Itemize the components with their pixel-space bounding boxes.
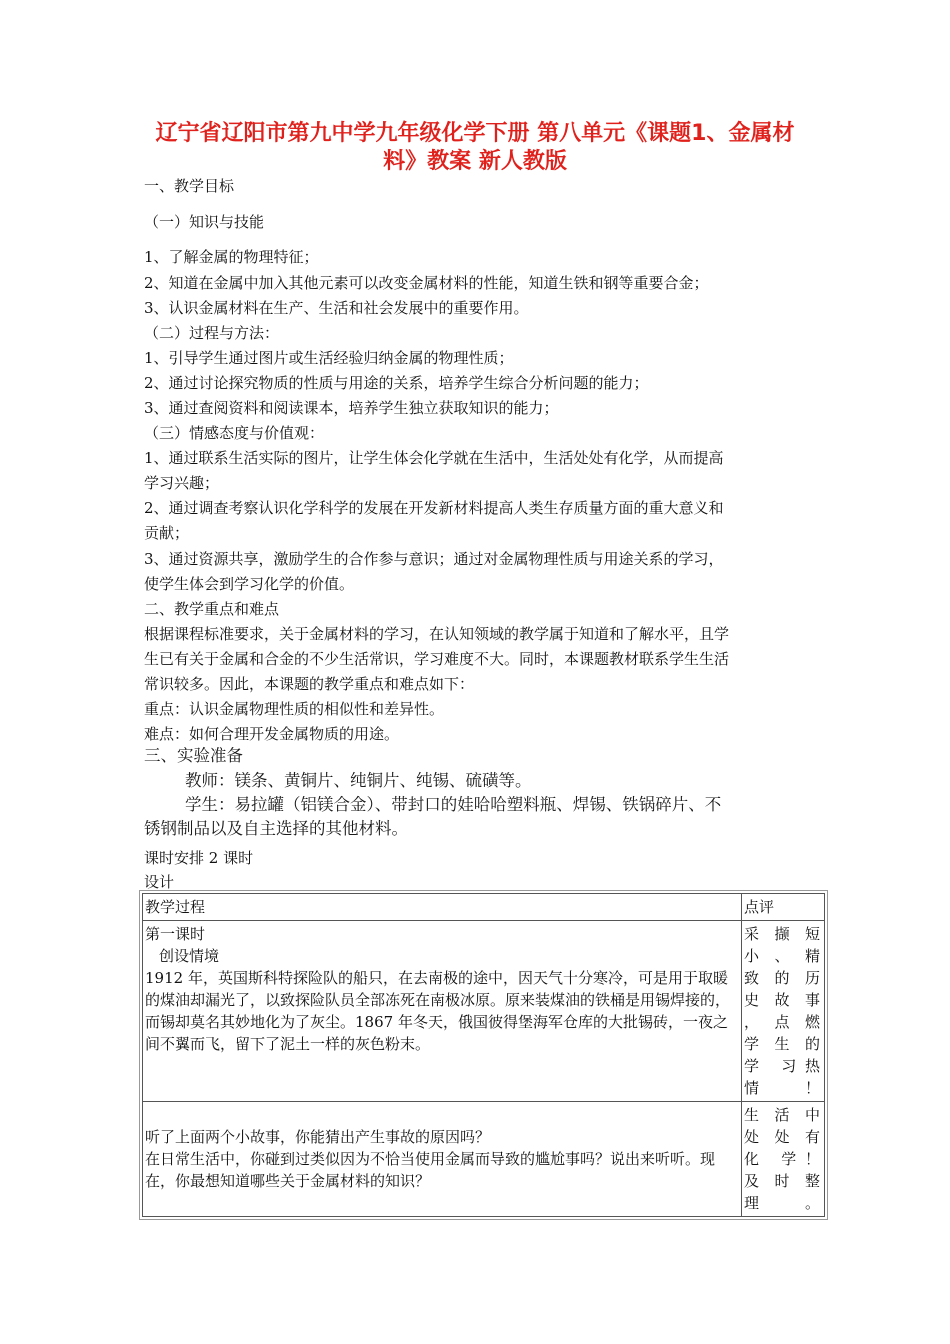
title-line-2: 料》教案 新人教版 (383, 149, 567, 174)
knowledge-item-1: 1、了解金属的物理特征； (144, 248, 319, 266)
teaching-process-table (142, 893, 825, 1217)
emotion-item-2a: 2、通过调查考察认识化学科学的发展在开发新材料提高人类生存质量方面的重大意义和 (144, 499, 724, 517)
header-teaching-process: 教学过程 (143, 894, 742, 921)
section-heading-key-points: 二、教学重点和难点 (144, 600, 280, 618)
scenario-label: 创设情境 (159, 947, 220, 965)
lesson-intro-cell (143, 921, 742, 1102)
lesson-label: 第一课时 (145, 925, 206, 943)
emotion-item-3a: 3、通过资源共享，激励学生的合作参与意识；通过对金属物理性质与用途关系的学习， (144, 550, 724, 568)
process-item-2: 2、通过讨论探究物质的性质与用途的关系，培养学生综合分析问题的能力； (144, 374, 649, 392)
process-item-3: 3、通过查阅资料和阅读课本，培养学生独立获取知识的能力； (144, 399, 559, 417)
question-1: 听了上面两个小故事，你能猜出产生事故的原因吗？ (145, 1128, 491, 1146)
header-comment: 点评 (742, 894, 825, 921)
subheading-knowledge: （一）知识与技能 (144, 213, 265, 231)
student-materials-line-2: 锈钢制品以及自主选择的其他材料。 (144, 819, 408, 838)
knowledge-item-2: 2、知道在金属中加入其他元素可以改变金属材料的性能，知道生铁和钢等重要合金； (144, 274, 709, 292)
key-points-para-line-3: 常识较多。因此，本课题的教学重点和难点如下： (144, 675, 475, 693)
document-title (142, 120, 808, 176)
title-line-1: 辽宁省辽阳市第九中学九年级化学下册 第八单元《课题1、金属材 (155, 121, 795, 146)
emotion-item-1a: 1、通过联系生活实际的图片，让学生体会化学就在生活中，生活处处有化学，从而提高 (144, 449, 724, 467)
table-row (143, 1102, 825, 1217)
key-point: 重点：认识金属物理性质的相似性和差异性。 (144, 700, 445, 718)
comment-cell-2 (742, 1102, 825, 1217)
emotion-item-2b: 贡献； (144, 524, 190, 542)
table-row (143, 921, 825, 1102)
design-label: 设计 (144, 873, 175, 891)
section-heading-experiment: 三、实验准备 (144, 746, 243, 765)
key-points-para-line-1: 根据课程标准要求，关于金属材料的学习，在认知领域的教学属于知道和了解水平，且学 (144, 625, 730, 643)
table-header-row (143, 894, 825, 921)
subheading-process: （二）过程与方法： (144, 324, 280, 342)
key-points-para-line-2: 生已有关于金属和合金的不少生活常识，学习难度不大。同时，本课题教材联系学生生活 (144, 650, 730, 668)
emotion-item-3b: 使学生体会到学习化学的价值。 (144, 575, 355, 593)
difficult-point: 难点：如何合理开发金属物质的用途。 (144, 725, 400, 743)
blank-line (145, 1104, 739, 1126)
class-hours: 课时安排 2 课时 (144, 849, 254, 867)
comment-text-1: 采 撷 短 小 、 精 致 的 历 史 故 事 ， 点 燃 学 生 的 学 习热情！ (744, 925, 822, 1097)
comment-text-2b: 及 时 整 理。 (744, 1172, 822, 1212)
question-cell (143, 1102, 742, 1217)
section-heading-objectives: 一、教学目标 (144, 177, 235, 195)
knowledge-item-3: 3、认识金属材料在生产、生活和社会发展中的重要作用。 (144, 299, 529, 317)
subheading-emotion: （三）情感态度与价值观： (144, 424, 325, 442)
emotion-item-1b: 学习兴趣； (144, 474, 220, 492)
process-item-1: 1、引导学生通过图片或生活经验归纳金属的物理性质； (144, 349, 514, 367)
story-text: 1912 年，英国斯科特探险队的船只，在去南极的途中，因天气十分寒冷，可是用于取暖的煤油却漏光了，以致探险队员全部冻死在南极冰原。原来装煤油的铁桶是用锡焊接的，而锡却莫名其妙地化为了灰尘。1867 年冬天，俄国彼得堡海军仓库的大批锡砖，一夜之间不翼而飞，留下了泥土一样的灰色粉末。 (145, 969, 731, 1053)
student-materials-line-1: 学生：易拉罐（铝镁合金）、带封口的娃哈哈塑料瓶、焊锡、铁锅碎片、不 (185, 795, 722, 814)
question-2: 在日常生活中，你碰到过类似因为不恰当使用金属而导致的尴尬事吗？说出来听听。现在，你最想知道哪些关于金属材料的知识？ (145, 1150, 716, 1190)
comment-cell-1 (742, 921, 825, 1102)
comment-text-2a: 生 活 中 处 处 有 化 学！ (744, 1106, 822, 1168)
teacher-materials: 教师：镁条、黄铜片、纯铜片、纯锡、硫磺等。 (185, 771, 532, 790)
